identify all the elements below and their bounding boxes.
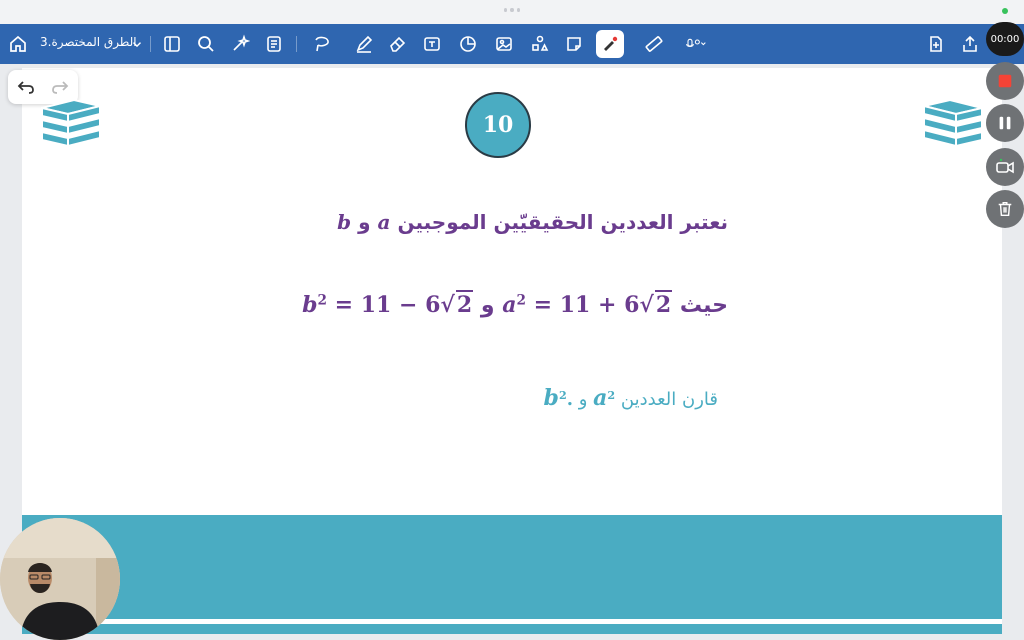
top-toolbar bbox=[0, 24, 1024, 64]
slide-footer-band bbox=[22, 515, 1002, 619]
camera-indicator bbox=[1002, 8, 1008, 14]
text-box-icon[interactable] bbox=[420, 32, 444, 56]
books-icon bbox=[40, 96, 102, 152]
question-text: قارن العددين bbox=[620, 389, 718, 410]
and-word: و bbox=[480, 293, 495, 318]
q-exp-b: 2 bbox=[558, 388, 567, 402]
eraser-icon[interactable] bbox=[386, 32, 410, 56]
chevron-down-icon[interactable] bbox=[130, 32, 144, 56]
statement-text: نعتبر العددين الحقيقيّين الموجبين bbox=[397, 210, 728, 234]
trash-icon bbox=[996, 200, 1014, 218]
redo-icon[interactable] bbox=[50, 77, 70, 97]
question-line bbox=[544, 385, 718, 411]
audio-icon[interactable] bbox=[678, 32, 714, 56]
a-squared bbox=[593, 385, 615, 411]
stop-recording-button[interactable] bbox=[986, 62, 1024, 100]
home-icon[interactable] bbox=[6, 32, 30, 56]
eq1-var: a bbox=[502, 292, 517, 318]
lasso-icon[interactable] bbox=[310, 32, 334, 56]
statement-line bbox=[337, 210, 728, 234]
q-var-a: a bbox=[593, 385, 608, 411]
eq2-var: b bbox=[302, 292, 318, 318]
window-grabber[interactable] bbox=[504, 8, 520, 12]
undo-icon[interactable] bbox=[16, 77, 36, 97]
magic-wand-icon[interactable] bbox=[228, 32, 252, 56]
q-period: . bbox=[566, 389, 573, 410]
slide-number-badge: 10 bbox=[465, 92, 531, 158]
shapes-icon[interactable] bbox=[456, 32, 480, 56]
add-page-icon[interactable] bbox=[924, 32, 948, 56]
stop-icon bbox=[996, 72, 1014, 90]
ruler-icon[interactable] bbox=[642, 32, 666, 56]
eq1-exponent: 2 bbox=[516, 292, 526, 309]
var-b: b bbox=[337, 210, 352, 234]
var-a: a bbox=[377, 210, 391, 234]
sidebar-icon[interactable] bbox=[160, 32, 184, 56]
sticky-note-icon[interactable] bbox=[562, 32, 586, 56]
document-title[interactable]: الطرق المختصرة.3 bbox=[40, 35, 137, 49]
b-squared bbox=[544, 385, 573, 411]
eq1-rhs: = 11 + 6 bbox=[533, 292, 640, 318]
laser-pointer-icon[interactable] bbox=[596, 30, 624, 58]
camera-toggle-button[interactable] bbox=[986, 148, 1024, 186]
and-word: و bbox=[358, 210, 371, 234]
delete-recording-button[interactable] bbox=[986, 190, 1024, 228]
image-icon[interactable] bbox=[492, 32, 516, 56]
eq2-exponent: 2 bbox=[317, 292, 327, 309]
eq2-rhs: = 11 − 6 bbox=[334, 292, 441, 318]
search-icon[interactable] bbox=[194, 32, 218, 56]
video-camera-icon bbox=[995, 157, 1015, 177]
books-icon bbox=[922, 96, 984, 152]
window-top-strip bbox=[0, 0, 1024, 24]
toolbar-divider bbox=[296, 36, 297, 52]
presenter-video bbox=[0, 518, 120, 640]
q-exp-a: 2 bbox=[607, 388, 616, 402]
webcam-preview[interactable] bbox=[0, 518, 120, 640]
q-var-b: b bbox=[543, 385, 559, 411]
share-icon[interactable] bbox=[958, 32, 982, 56]
equation-b-squared: $b^2 = 11 - 6√2$ bbox=[302, 292, 473, 318]
notes-icon[interactable] bbox=[262, 32, 286, 56]
pause-icon bbox=[996, 114, 1014, 132]
equation-a-squared: $a^2 = 11 + 6√2$ bbox=[502, 292, 672, 318]
where-word: حيث bbox=[679, 293, 728, 318]
pen-icon[interactable] bbox=[352, 32, 376, 56]
elements-icon[interactable] bbox=[528, 32, 552, 56]
condition-line bbox=[302, 290, 728, 318]
pause-recording-button[interactable] bbox=[986, 104, 1024, 142]
toolbar-divider bbox=[150, 36, 151, 52]
recording-timer: 00:00 bbox=[986, 22, 1024, 56]
slide-footer-strip bbox=[22, 624, 1002, 634]
and-word: و bbox=[578, 389, 588, 410]
eq1-radicand: 2 bbox=[655, 292, 672, 318]
eq2-radicand: 2 bbox=[456, 292, 473, 318]
